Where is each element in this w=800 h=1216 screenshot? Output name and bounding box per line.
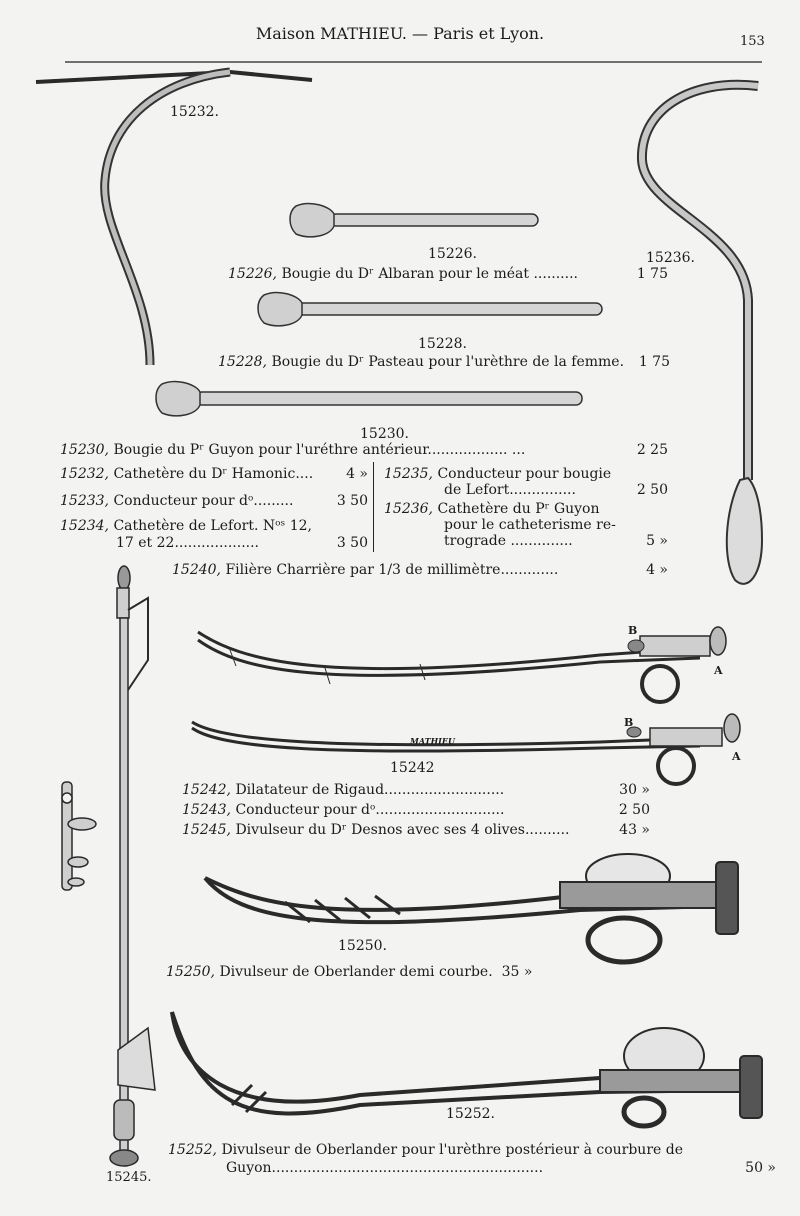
item-description: Cathetère du Dʳ Hamonic....: [113, 466, 314, 482]
item-description: Dilatateur de Rigaud...........................: [235, 782, 505, 798]
item-price: 2 50: [636, 482, 668, 498]
item-number: 15240,: [172, 562, 221, 578]
column-divider: [373, 462, 374, 552]
item-15234: [60, 518, 368, 534]
page-number: 153: [740, 34, 765, 49]
item-price: 4 »: [346, 466, 368, 482]
item-number: 15250,: [166, 964, 215, 980]
item-description: Filière Charrière par 1/3 de millimètre.............: [225, 562, 559, 578]
bougie-15228-illustration: [258, 293, 602, 326]
item-number: 15243,: [182, 802, 231, 818]
item-number: 15230,: [60, 442, 109, 458]
item-description: Divulseur de Oberlander demi courbe.: [219, 964, 493, 980]
item-number: 15235,: [384, 466, 433, 482]
item-15232: [60, 466, 368, 482]
item-15233: [60, 493, 368, 509]
figure-label-15242: 15242: [390, 760, 435, 776]
item-price: 3 50: [336, 493, 368, 509]
figure-label-15236: 15236.: [646, 250, 695, 266]
item-description: Cathetère de Lefort. Nᵒˢ 12,: [113, 518, 312, 534]
item-15235-cont: [444, 482, 668, 498]
item-price: 5 »: [646, 533, 668, 549]
item-15226: [228, 266, 668, 282]
item-description: Divulseur de Oberlander pour l'urèthre postérieur à courbure de: [221, 1142, 684, 1158]
item-15245: [182, 822, 650, 838]
item-description: Conducteur pour dᵒ.........: [113, 493, 294, 509]
item-price: 50 »: [745, 1160, 776, 1176]
item-description: Bougie du Pʳ Guyon pour l'uréthre antérieur.................. ...: [113, 442, 526, 458]
engraving-mark: MATHIEU: [410, 736, 455, 746]
item-price: 1 75: [636, 266, 668, 282]
item-15252: [168, 1142, 768, 1158]
item-description: Conducteur pour dᵒ.............................: [235, 802, 505, 818]
item-description: Divulseur du Dʳ Desnos avec ses 4 olives..........: [235, 822, 570, 838]
item-price: 2 25: [636, 442, 668, 458]
divulseur-15250-illustration: [205, 854, 738, 962]
item-number: 15245,: [182, 822, 231, 838]
item-price: 2 50: [618, 802, 650, 818]
item-15234-cont: [116, 535, 368, 551]
item-number: 15226,: [228, 266, 277, 282]
item-15235: [384, 466, 668, 482]
letter-a-conductor: A: [732, 750, 741, 763]
item-15240: [172, 562, 668, 578]
item-price: 30 »: [619, 782, 650, 798]
letter-b-dilator: B: [628, 624, 638, 637]
item-description: Guyon.............................................................: [226, 1160, 544, 1176]
item-15243: [182, 802, 650, 818]
page-header: Maison MATHIEU. — Paris et Lyon.: [255, 24, 545, 43]
figure-label-15232: 15232.: [170, 104, 219, 120]
item-15228: [218, 354, 670, 370]
figure-label-15230: 15230.: [360, 426, 409, 442]
bougie-15226-illustration: [290, 204, 538, 237]
item-price: 35 »: [501, 964, 533, 980]
item-price: 1 75: [638, 354, 670, 370]
letter-b-conductor: B: [624, 716, 634, 729]
item-15250: [166, 964, 566, 980]
item-15230: [60, 442, 668, 458]
item-number: 15233,: [60, 493, 109, 509]
item-description: pour le catheterisme re-: [444, 517, 616, 533]
item-description: trograde ..............: [444, 533, 573, 549]
item-number: 15236,: [384, 501, 433, 517]
figure-label-15252: 15252.: [446, 1106, 495, 1122]
conductor-15243-illustration: [192, 714, 740, 784]
olives-illustration: [62, 782, 96, 890]
item-15252-cont: [226, 1160, 776, 1176]
item-description: 17 et 22...................: [116, 535, 259, 551]
item-number: 15228,: [218, 354, 267, 370]
item-15236: [384, 501, 668, 517]
item-15236-cont1: [444, 517, 668, 533]
item-description: Bougie du Dʳ Albaran pour le méat ..........: [281, 266, 578, 282]
item-price: 4 »: [646, 562, 668, 578]
item-price: 43 »: [619, 822, 650, 838]
item-number: 15252,: [168, 1142, 217, 1158]
bougie-15230-illustration: [156, 382, 582, 416]
item-description: de Lefort...............: [444, 482, 576, 498]
letter-a-dilator: A: [714, 664, 723, 677]
figure-label-15250: 15250.: [338, 938, 387, 954]
item-15242: [182, 782, 650, 798]
item-number: 15242,: [182, 782, 231, 798]
item-number: 15232,: [60, 466, 109, 482]
item-price: 3 50: [336, 535, 368, 551]
item-15236-cont2: [444, 533, 668, 549]
item-number: 15234,: [60, 518, 109, 534]
item-description: Cathetère du Pʳ Guyon: [437, 501, 600, 517]
instrument-15245-illustration: [110, 566, 155, 1166]
figure-label-15228: 15228.: [418, 336, 467, 352]
figure-label-15245: 15245.: [106, 1170, 152, 1185]
item-description: Conducteur pour bougie: [437, 466, 612, 482]
figure-label-15226: 15226.: [428, 246, 477, 262]
item-description: Bougie du Dʳ Pasteau pour l'urèthre de la femme.: [271, 354, 625, 370]
dilator-15242-illustration: [198, 627, 726, 702]
